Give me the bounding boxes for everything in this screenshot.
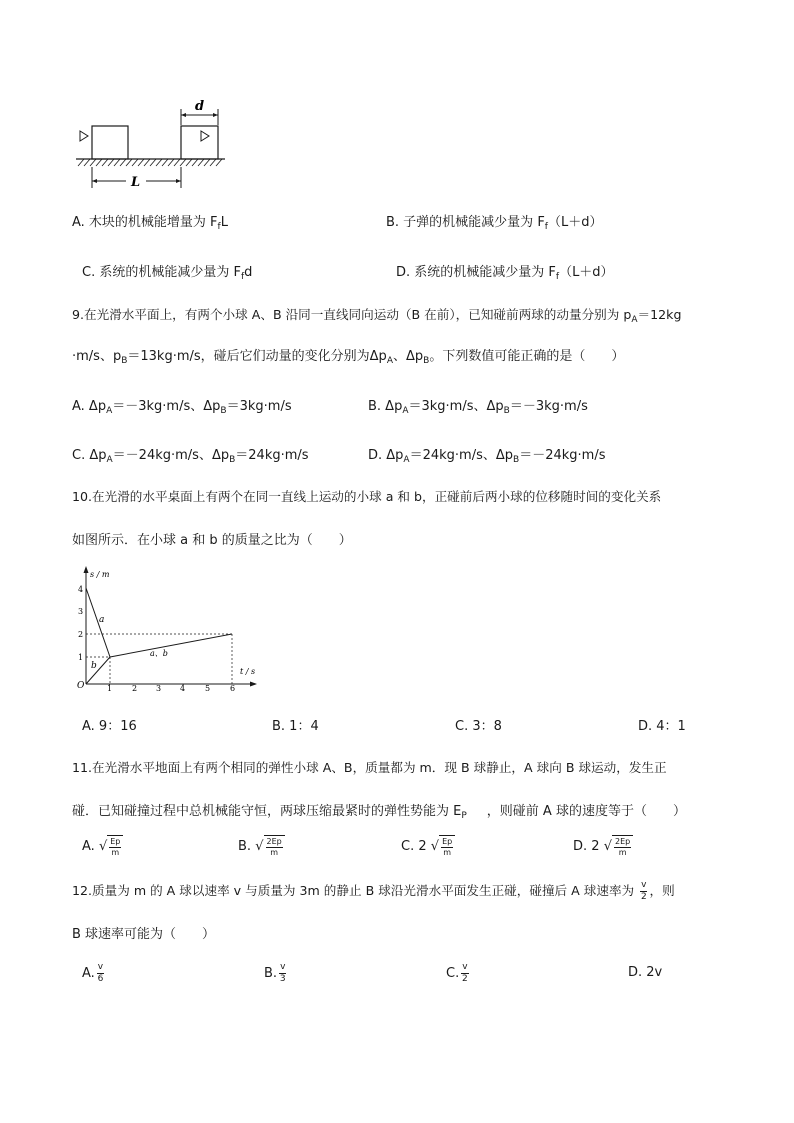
- q10-stem-line2: 如图所示．在小球 a 和 b 的质量之比为（ ）: [72, 533, 352, 548]
- graph-origin-label: O: [77, 681, 85, 691]
- graph-y-tick: 3: [78, 607, 84, 616]
- q9-option-a[interactable]: A. $\Delta p_A=-3kg\cdot m/s$、$\Delta p_B=3kg\cdot m/s$: [72, 399, 292, 416]
- sqrt-expression: √ Ep m: [431, 835, 455, 858]
- q9-stem-line1: 9.在光滑水平面上，有两个小球 A、B 沿同一直线同向运动（B 在前），已知碰前两球的动量分别为 $p_A=12kg$: [72, 307, 682, 325]
- q10-option-c[interactable]: C. 3：8: [455, 719, 502, 734]
- q12-option-a[interactable]: A. $\frac{v}{6}$: [82, 962, 104, 984]
- q8-option-b[interactable]: B. 子弹的机械能减少量为 $F_f(L+d)$: [386, 215, 603, 232]
- q12-stem-line1: 12.质量为 m 的 A 球以速率 v 与质量为 3m 的静止 B 球沿光滑水平面发生正碰，碰撞后 A 球速率为 $\frac{v}{2}$ ，则: [72, 880, 675, 902]
- graph-x-tick: 1: [107, 684, 113, 692]
- q11-option-b[interactable]: B. √ 2Ep m: [238, 835, 285, 858]
- graph-y-tick: 1: [78, 653, 84, 662]
- fraction: $\frac{v}{2}$: [462, 962, 468, 984]
- fraction: $\frac{v}{3}$: [279, 962, 286, 984]
- graph-y-axis-label: s / m: [90, 570, 110, 579]
- q11-option-c[interactable]: C. 2 √ Ep m: [401, 835, 455, 858]
- q10-stem-line1: 10.在光滑的水平桌面上有两个在同一直线上运动的小球 a 和 b，正碰前后两小球的位移随时间的变化关系: [72, 489, 662, 504]
- graph-y-tick: 4: [78, 585, 84, 594]
- graph-y-tick: 2: [78, 630, 84, 639]
- graph-x-tick: 5: [205, 684, 211, 692]
- graph-label-ab: a、b: [150, 649, 168, 658]
- graph-x-tick: 6: [230, 684, 236, 692]
- q12-option-c[interactable]: C. $\frac{v}{2}$: [446, 962, 468, 984]
- q10-option-d[interactable]: D. 4：1: [638, 719, 686, 734]
- sqrt-expression: √ 2Ep m: [604, 835, 634, 858]
- graph-line-ab: [110, 634, 232, 657]
- q9-option-c[interactable]: C. $\Delta p_A=-24kg\cdot m/s$、$\Delta p_B=24kg\cdot m/s$: [72, 448, 309, 465]
- graph-label-a: a: [99, 615, 105, 625]
- q9-option-b[interactable]: B. $\Delta p_A=3kg\cdot m/s$、$\Delta p_B=-3kg\cdot m/s$: [368, 399, 588, 416]
- q11-option-d[interactable]: D. 2 √ 2Ep m: [573, 835, 633, 858]
- sqrt-expression: √ 2Ep m: [255, 835, 285, 858]
- graph-line-b: [86, 657, 110, 684]
- q11-stem-line2: 碰．已知碰撞过程中总机械能守恒，两球压缩最紧时的弹性势能为 $E_P$ ，则碰前 A 球的速度等于（ ）: [72, 804, 686, 821]
- graph-x-axis-label: t / s: [240, 667, 256, 676]
- q12-option-b[interactable]: B. $\frac{v}{3}$: [264, 962, 286, 984]
- graph-x-tick: 3: [156, 684, 162, 692]
- q11-option-a[interactable]: A. √ Ep m: [82, 835, 123, 858]
- graph-line-a: [86, 588, 110, 657]
- graph-x-tick: 4: [180, 684, 186, 692]
- block-bullet-figure: [68, 95, 233, 195]
- q10-option-a[interactable]: A. 9：16: [82, 719, 137, 734]
- q10-option-b[interactable]: B. 1：4: [272, 719, 319, 734]
- graph-x-tick: 2: [132, 684, 138, 692]
- q12-option-d[interactable]: D. 2v: [628, 965, 663, 980]
- q8-option-a[interactable]: A. 木块的机械能增量为 $F_fL$: [72, 215, 228, 232]
- q9-stem-line2: ·m/s、$p_B=13kg\cdot m/s$，碰后它们动量的变化分别为$\Delta p_A$、$\Delta p_B$。下列数值可能正确的是（ ）: [72, 349, 625, 366]
- q9-option-d[interactable]: D. $\Delta p_A=24kg\cdot m/s$、$\Delta p_B=-24kg\cdot m/s$: [368, 448, 606, 465]
- q8-option-c[interactable]: C. 系统的机械能减少量为 $F_fd$: [82, 265, 253, 282]
- fraction: $\frac{v}{2}$: [640, 880, 647, 902]
- graph-label-b: b: [91, 661, 97, 671]
- q12-stem-line2: B 球速率可能为（ ）: [72, 927, 216, 942]
- label-d: d: [195, 99, 205, 114]
- sqrt-expression: √ Ep m: [99, 835, 123, 858]
- label-L: L: [131, 175, 141, 190]
- displacement-time-graph: [70, 564, 270, 692]
- q11-stem-line1: 11.在光滑水平地面上有两个相同的弹性小球 A、B，质量都为 m．现 B 球静止，A 球向 B 球运动，发生正: [72, 760, 667, 775]
- fraction: $\frac{v}{6}$: [97, 962, 104, 984]
- q8-option-d[interactable]: D. 系统的机械能减少量为 $F_f(L+d)$: [396, 265, 614, 282]
